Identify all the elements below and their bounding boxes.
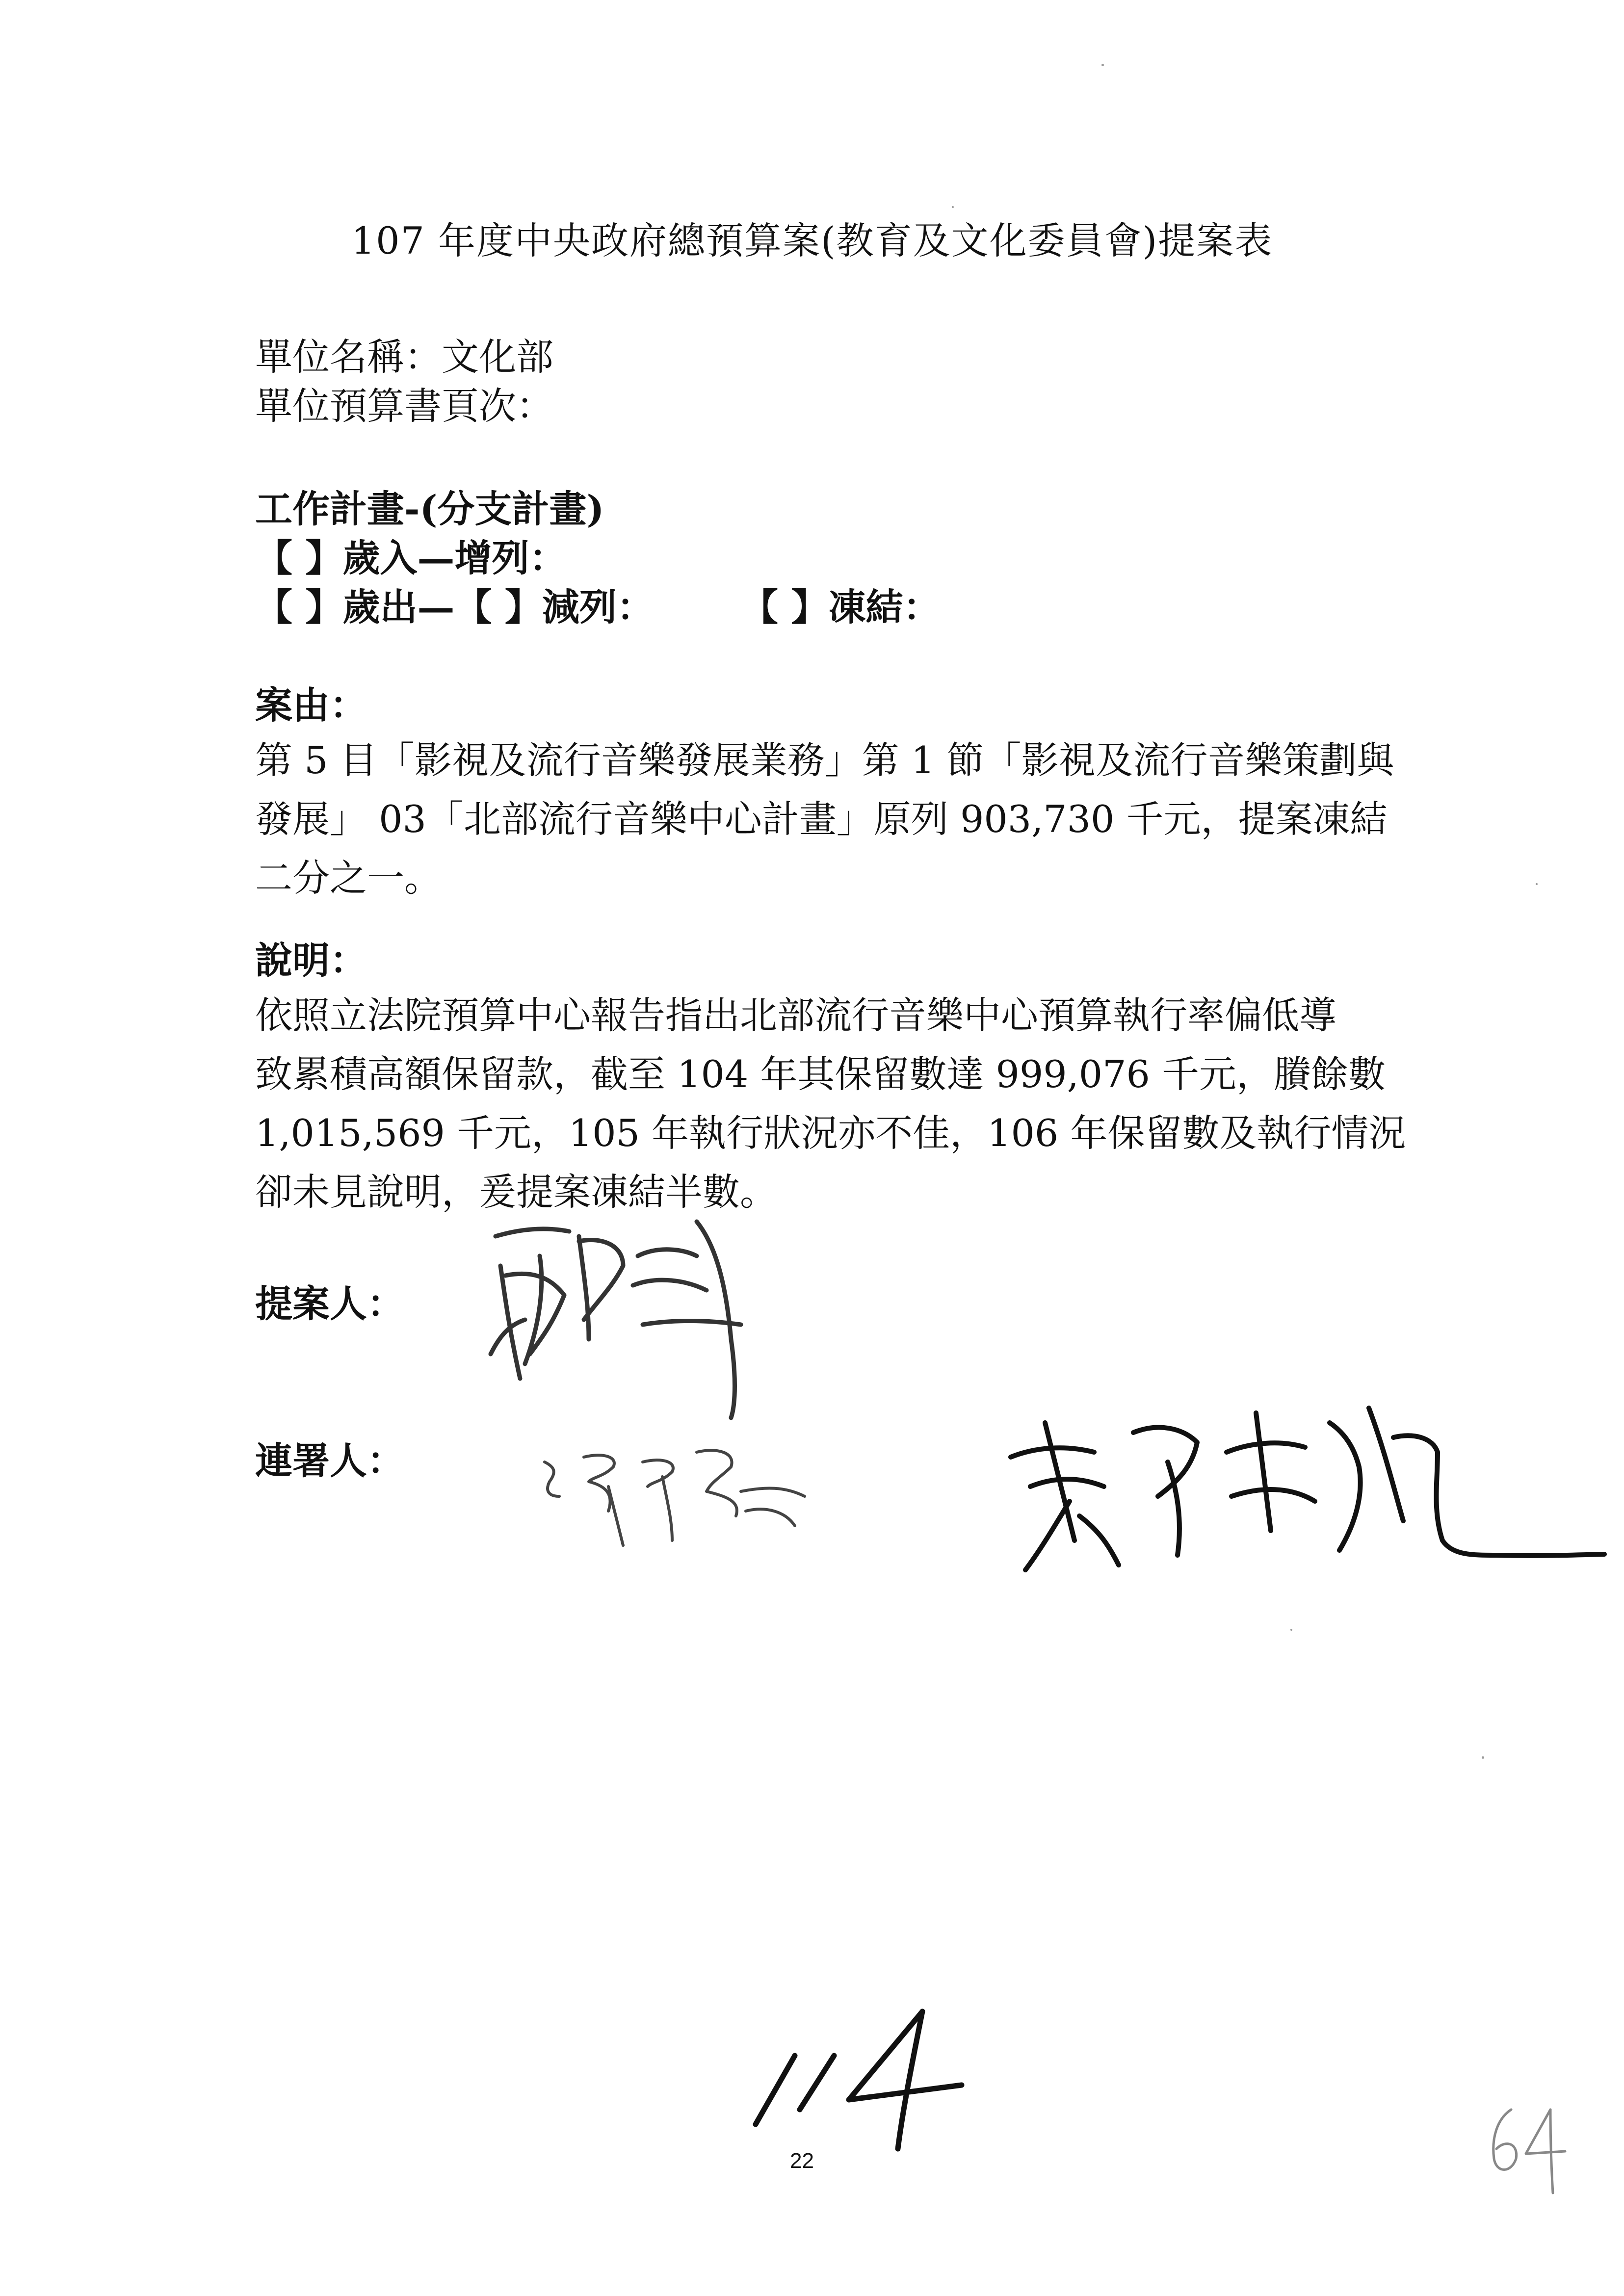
handwritten-page-number bbox=[756, 2011, 962, 2149]
reason-line: 第 5 目「影視及流行音樂發展業務」第 1 節「影視及流行音樂策劃與 bbox=[255, 738, 1394, 782]
explanation-heading: 說明： bbox=[255, 939, 367, 982]
cosigner-label: 連署人： bbox=[255, 1439, 404, 1483]
reason-heading: 案由： bbox=[255, 683, 367, 727]
explanation-line: 1,015,569 千元，105 年執行狀況亦不佳，106 年保留數及執行情況 bbox=[255, 1111, 1406, 1155]
cosigner-signature-2 bbox=[1011, 1408, 1604, 1570]
explanation-line: 依照立法院預算中心報告指出北部流行音樂中心預算執行率偏低導 bbox=[255, 993, 1336, 1037]
work-plan-label: 工作計畫-(分支計畫) bbox=[255, 487, 604, 531]
unit-page-number: 單位預算書頁次： bbox=[255, 384, 553, 428]
explanation-line: 卻未見說明，爰提案凍結半數。 bbox=[255, 1170, 777, 1214]
corner-note bbox=[1493, 2110, 1565, 2193]
scan-speck bbox=[1101, 64, 1104, 66]
document-title: 107 年度中央政府總預算案(教育及文化委員會)提案表 bbox=[351, 219, 1273, 262]
freeze-label: 【 】凍結： bbox=[741, 585, 941, 629]
proposer-label: 提案人： bbox=[255, 1282, 404, 1326]
scan-speck bbox=[1482, 1756, 1484, 1759]
cosigner-signature-1 bbox=[545, 1450, 805, 1545]
scan-speck bbox=[1536, 883, 1538, 885]
expenditure-reduction-line: 【 】歲出—【 】減列： bbox=[255, 585, 654, 629]
scan-speck bbox=[952, 206, 954, 208]
reason-line: 發展」 03「北部流行音樂中心計畫」原列 903,730 千元，提案凍結 bbox=[255, 797, 1388, 841]
explanation-line: 致累積高額保留款，截至 104 年其保留數達 999,076 千元，賸餘數 bbox=[255, 1052, 1386, 1096]
revenue-increase-line: 【 】歲入—增列： bbox=[255, 536, 567, 580]
page-number: 22 bbox=[790, 2149, 814, 2173]
reason-line: 二分之一。 bbox=[255, 856, 442, 900]
proposer-signature bbox=[491, 1222, 741, 1418]
unit-name: 單位名稱：文化部 bbox=[255, 335, 553, 379]
scan-speck bbox=[1290, 1629, 1292, 1631]
